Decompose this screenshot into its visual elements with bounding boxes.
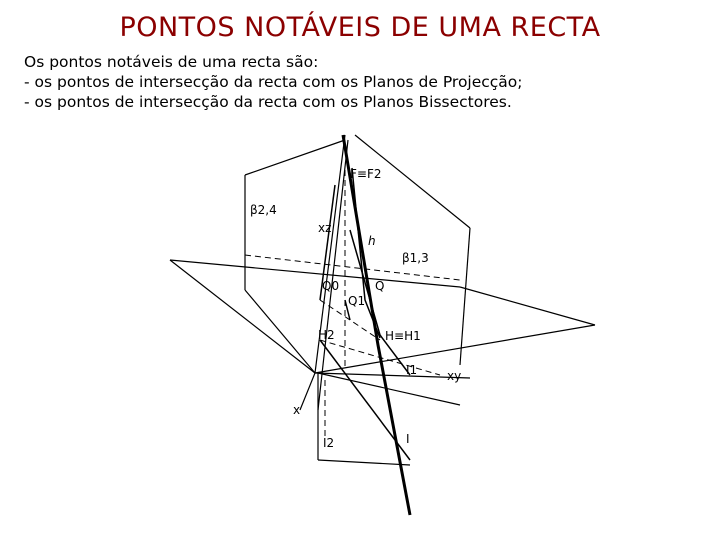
label-i1: I1 [406, 363, 418, 377]
intro-line-3: - os pontos de intersecção da recta com os Planos Bissectores. [24, 93, 512, 111]
label-xz: xz [318, 221, 332, 235]
frontal-plane-lower-right [318, 460, 410, 465]
intro-line-2: - os pontos de intersecção da recta com os Planos de Projecção; [24, 73, 523, 91]
x-axis-leg [300, 373, 315, 410]
horizontal-plane-edge-bottom [315, 325, 595, 373]
label-f2: F≡F2 [350, 167, 382, 181]
horizontal-plane-edge-right [460, 287, 595, 325]
intro-line-1: Os pontos notáveis de uma recta são: [24, 53, 319, 71]
label-q1: Q1 [348, 294, 366, 308]
label-beta24: β2,4 [250, 203, 277, 217]
label-h1: H≡H1 [385, 329, 421, 343]
label-i: I [406, 432, 410, 446]
line-h [320, 135, 410, 515]
beta13-edge-top [355, 135, 470, 228]
beta24-edge-bottom [245, 290, 315, 373]
horizontal-plane-edge-left [170, 260, 315, 373]
label-q0: Q0 [322, 279, 340, 293]
label-i2: I2 [323, 436, 335, 450]
beta24-edge-top [245, 140, 345, 175]
label-x: x [293, 403, 301, 417]
beta13-edge-right [460, 228, 470, 365]
label-h: h [368, 234, 376, 248]
label-q: Q [375, 279, 385, 293]
label-xy: xy [447, 369, 462, 383]
plane-outlines [170, 135, 595, 465]
label-h2: H2 [318, 328, 335, 342]
label-beta13: β1,3 [402, 251, 429, 265]
page-title: PONTOS NOTÁVEIS DE UMA RECTA [119, 12, 601, 43]
